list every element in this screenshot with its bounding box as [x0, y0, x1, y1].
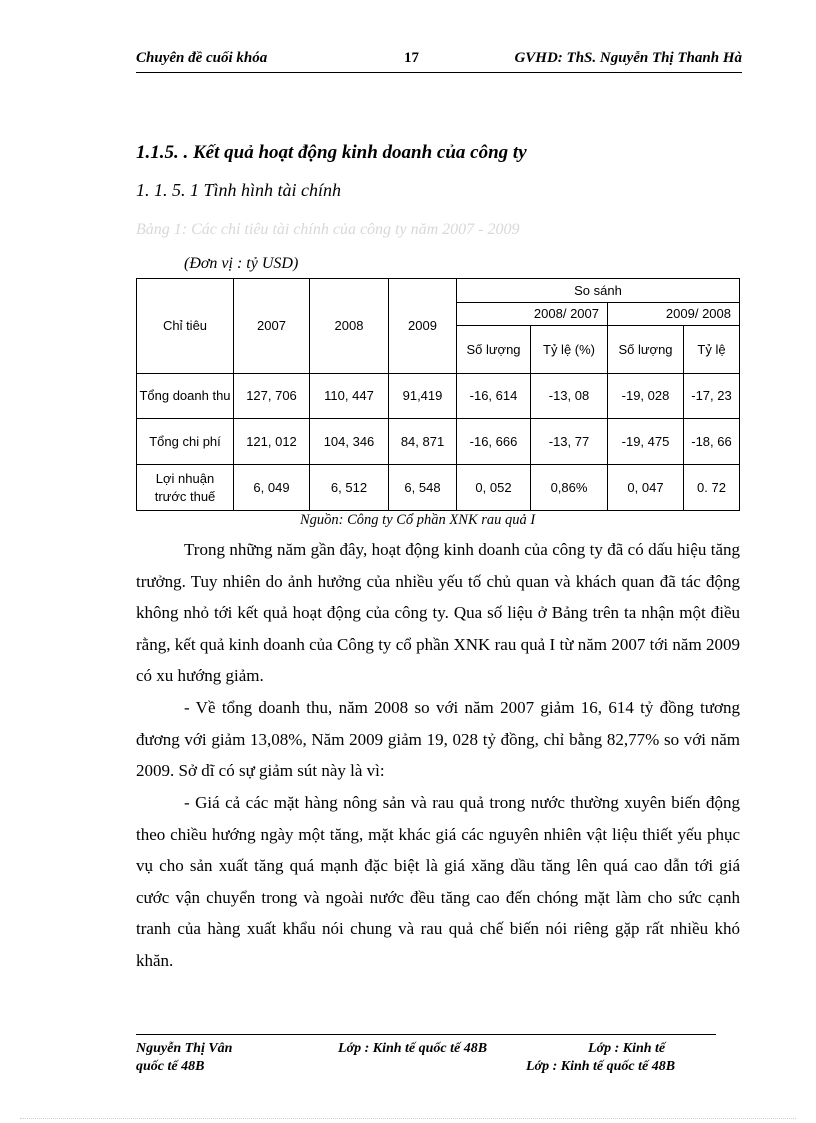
paragraph — [136, 787, 740, 976]
page-number: 17 — [404, 50, 419, 66]
cell-2009: 6, 548 — [389, 465, 457, 511]
cell-rate-1: -13, 77 — [531, 419, 608, 465]
footer-class-right: Lớp : Kinh tế — [588, 1041, 666, 1056]
cell-2008: 6, 512 — [310, 465, 389, 511]
cell-amount-2: -19, 028 — [608, 374, 684, 419]
header-compare: So sánh — [457, 279, 740, 303]
header-2007: 2007 — [234, 279, 310, 374]
cell-rate-1: 0,86% — [531, 465, 608, 511]
header-2008: 2008 — [310, 279, 389, 374]
header-rate-1: Tỷ lệ (%) — [531, 326, 608, 374]
row-label: Tổng doanh thu — [137, 374, 234, 419]
paragraph-text: - Về tổng doanh thu, năm 2008 so với năm 2007 giảm 16, 614 tỷ đồng tương đương với giảm 13,08%, Năm 2009 giảm 19, 028 tỷ đồng, chỉ bằng 82,77% so với năm 2009. Sở dĩ có sự giảm sút này là vì: — [136, 698, 740, 780]
footer-continuation: quốc tế 48B — [136, 1059, 205, 1074]
table-source: Nguồn: Công ty Cổ phần XNK rau quả I — [300, 512, 536, 528]
header-period-2009-2008: 2009/ 2008 — [608, 303, 740, 326]
footer-class: Lớp : Kinh tế quốc tế 48B — [338, 1041, 488, 1056]
table-row — [137, 374, 740, 419]
footer-class-repeat: Lớp : Kinh tế quốc tế 48B — [526, 1059, 676, 1074]
section-title: 1.1.5. . Kết quả hoạt động kinh doanh của công ty — [136, 142, 527, 163]
cell-2009: 84, 871 — [389, 419, 457, 465]
header-supervisor: GVHD: ThS. Nguyễn Thị Thanh Hà — [514, 50, 742, 66]
cell-2009: 91,419 — [389, 374, 457, 419]
table-row — [137, 465, 740, 511]
cell-rate-2: -17, 23 — [684, 374, 740, 419]
paragraph — [136, 692, 740, 787]
header-period-2008-2007: 2008/ 2007 — [457, 303, 608, 326]
paragraph-text: - Giá cả các mặt hàng nông sản và rau quả trong nước thường xuyên biến động theo chiều hướng ngày một tăng, mặt khác giá các nguyên nhiên vật liệu thiết yếu phục vụ cho sản xuất tăng quá mạnh đặc biệt là giá xăng dầu tăng lên quá cao dẫn tới giá cước vận chuyển trong và ngoài nước đều tăng cao đến chóng mặt làm cho sức cạnh tranh của hàng xuất khẩu nói chung và rau quả chế biến nói riêng gặp rất nhiều khó khăn. — [136, 793, 740, 970]
cell-2008: 110, 447 — [310, 374, 389, 419]
cell-amount-1: -16, 614 — [457, 374, 531, 419]
table-row — [137, 419, 740, 465]
paragraph-text: Trong những năm gần đây, hoạt động kinh doanh của công ty đã có dấu hiệu tăng trưởng. Tuy nhiên do ảnh hưởng của nhiều yếu tố chủ quan và khách quan đã tác động không nhỏ tới kết quả hoạt động của công ty. Qua số liệu ở Bảng trên ta nhận một điều rằng, kết quả kinh doanh của Công ty cổ phần XNK rau quả I từ năm 2007 tới năm 2009 có xu hướng giảm. — [136, 540, 740, 685]
table-caption: Bảng 1: Các chỉ tiêu tài chính của công ty năm 2007 - 2009 — [136, 221, 520, 238]
cell-2008: 104, 346 — [310, 419, 389, 465]
footer-divider — [136, 1034, 716, 1035]
cell-amount-2: 0, 047 — [608, 465, 684, 511]
header-rate-2: Tỷ lệ — [684, 326, 740, 374]
financial-indicators-table — [136, 278, 740, 511]
header-amount-1: Số lượng — [457, 326, 531, 374]
row-label: Tổng chi phí — [137, 419, 234, 465]
cell-rate-2: -18, 66 — [684, 419, 740, 465]
header-indicator: Chỉ tiêu — [137, 279, 234, 374]
paragraph — [136, 534, 740, 692]
header-amount-2: Số lượng — [608, 326, 684, 374]
cell-2007: 121, 012 — [234, 419, 310, 465]
page-bottom-border — [20, 1118, 796, 1119]
table-unit: (Đơn vị : tỷ USD) — [184, 255, 299, 272]
cell-amount-2: -19, 475 — [608, 419, 684, 465]
cell-2007: 127, 706 — [234, 374, 310, 419]
cell-amount-1: 0, 052 — [457, 465, 531, 511]
cell-2007: 6, 049 — [234, 465, 310, 511]
cell-rate-1: -13, 08 — [531, 374, 608, 419]
cell-rate-2: 0. 72 — [684, 465, 740, 511]
header-2009: 2009 — [389, 279, 457, 374]
page-header — [136, 46, 742, 73]
header-course-title: Chuyên đề cuối khóa — [136, 50, 268, 66]
subsection-title: 1. 1. 5. 1 Tình hình tài chính — [136, 180, 342, 200]
footer-author: Nguyễn Thị Vân — [136, 1041, 233, 1056]
cell-amount-1: -16, 666 — [457, 419, 531, 465]
row-label: Lợi nhuận trước thuế — [137, 465, 234, 511]
